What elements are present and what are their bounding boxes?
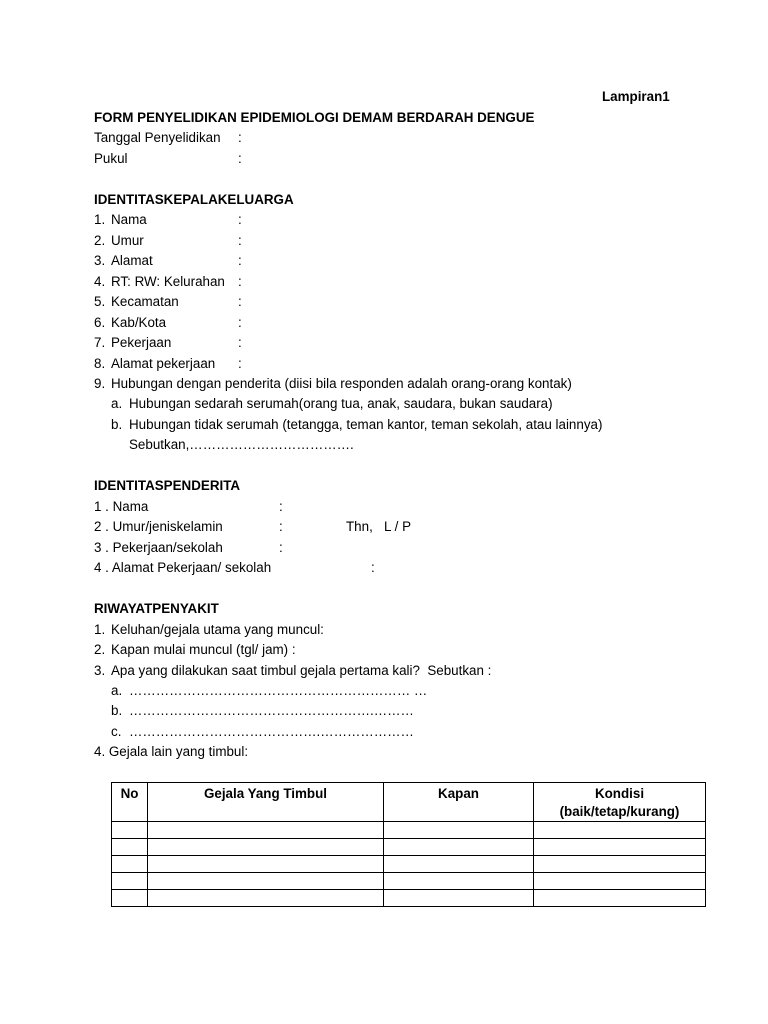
kk-item-num: 6. [94, 315, 106, 330]
riwayat-item-label: Kapan mulai muncul (tgl/ jam) : [111, 642, 296, 657]
penderita-item-colon: : [279, 519, 283, 534]
riwayat-item-num: 1. [94, 622, 106, 637]
cell-no[interactable] [112, 856, 148, 873]
cell-kondisi[interactable] [534, 839, 706, 856]
tanggal-label: Tanggal Penyelidikan [94, 130, 221, 145]
cell-gejala[interactable] [148, 839, 384, 856]
cell-kondisi[interactable] [534, 873, 706, 890]
penderita-item-label: 4 . Alamat Pekerjaan/ sekolah [94, 560, 272, 575]
riwayat-answer-line: …………………………………….………………… [129, 724, 414, 739]
table-row [112, 873, 706, 890]
penderita-heading: IDENTITASPENDERITA [94, 478, 241, 493]
lampiran-label: Lampiran1 [602, 89, 670, 104]
gejala-table [111, 782, 706, 907]
penderita-item-label: 3 . Pekerjaan/sekolah [94, 540, 223, 555]
kk-item9-label: Hubungan dengan penderita (diisi bila responden adalah orang-orang kontak) [111, 376, 572, 391]
riwayat-item-num: 2. [94, 642, 106, 657]
kk-item9-sub-letter: b. [111, 417, 123, 432]
kk-item-label: Kecamatan [111, 294, 179, 309]
col-header-kondisi-line2: (baik/tetap/kurang) [559, 804, 680, 819]
cell-no[interactable] [112, 839, 148, 856]
kk-item9-num: 9. [94, 376, 106, 391]
cell-kondisi[interactable] [534, 822, 706, 839]
cell-kondisi[interactable] [534, 890, 706, 907]
table-row [112, 822, 706, 839]
riwayat-item-num: 3. [94, 663, 106, 678]
col-header-kapan: Kapan [384, 783, 534, 822]
kk-item-label: Alamat pekerjaan [111, 356, 216, 371]
kk-item-colon: : [238, 212, 242, 227]
form-title: FORM PENYELIDIKAN EPIDEMIOLOGI DEMAM BERDARAH DENGUE [94, 110, 535, 125]
cell-kapan[interactable] [384, 890, 534, 907]
riwayat-answer-line: ……………………………………………………… … [129, 683, 428, 698]
riwayat-item-label: Keluhan/gejala utama yang muncul: [111, 622, 324, 637]
pukul-label: Pukul [94, 151, 128, 166]
cell-gejala[interactable] [148, 873, 384, 890]
kk-item-num: 4. [94, 274, 106, 289]
table-header-row [112, 783, 706, 822]
penderita-item-label: 2 . Umur/jeniskelamin [94, 519, 223, 534]
kk-item-num: 8. [94, 356, 106, 371]
kk-item-colon: : [238, 294, 242, 309]
kk-item-num: 2. [94, 233, 106, 248]
cell-no[interactable] [112, 822, 148, 839]
kk-item-num: 5. [94, 294, 106, 309]
col-header-kondisi [534, 783, 706, 822]
riwayat-answer-letter: c. [111, 724, 122, 739]
kk-item9-sebutkan: Sebutkan,………………………………. [129, 437, 354, 452]
kk-item-colon: : [238, 233, 242, 248]
col-header-no: No [112, 783, 148, 822]
riwayat-answer-letter: a. [111, 683, 123, 698]
cell-gejala[interactable] [148, 822, 384, 839]
kk-item-colon: : [238, 335, 242, 350]
kk-item-label: RT: RW: Kelurahan [111, 274, 225, 289]
col-header-kondisi-line1: Kondisi [594, 786, 645, 801]
kk-item-colon: : [238, 356, 242, 371]
riwayat-item4: 4. Gejala lain yang timbul: [94, 744, 249, 759]
kk-item-label: Kab/Kota [111, 315, 167, 330]
penderita-item-colon: : [371, 560, 375, 575]
cell-kapan[interactable] [384, 873, 534, 890]
kk-item9-sub-text: Hubungan tidak serumah (tetangga, teman kantor, teman sekolah, atau lainnya) [129, 417, 603, 432]
kk-item-colon: : [238, 253, 242, 268]
penderita-item-colon: : [279, 540, 283, 555]
riwayat-item-label: Apa yang dilakukan saat timbul gejala pertama kali? Sebutkan : [111, 663, 492, 678]
cell-no[interactable] [112, 890, 148, 907]
kk-item-num: 3. [94, 253, 106, 268]
pukul-colon: : [238, 151, 242, 166]
kk-item-colon: : [238, 315, 242, 330]
table-row [112, 856, 706, 873]
table-row [112, 839, 706, 856]
kk-item-num: 7. [94, 335, 106, 350]
kk-item9-sub-text: Hubungan sedarah serumah(orang tua, anak, saudara, bukan saudara) [129, 396, 553, 411]
kk-item9-sub-letter: a. [111, 396, 123, 411]
kk-item-label: Nama [111, 212, 147, 227]
col-header-gejala: Gejala Yang Timbul [148, 783, 384, 822]
cell-gejala[interactable] [148, 890, 384, 907]
penderita-umur-unit: Thn, L / P [346, 519, 411, 534]
cell-kapan[interactable] [384, 839, 534, 856]
table-row [112, 890, 706, 907]
riwayat-answer-line: ……………………………………………….……… [129, 703, 414, 718]
cell-kapan[interactable] [384, 856, 534, 873]
cell-gejala[interactable] [148, 856, 384, 873]
kepala-keluarga-heading: IDENTITASKEPALAKELUARGA [94, 192, 294, 207]
riwayat-answer-letter: b. [111, 703, 123, 718]
kk-item-label: Umur [111, 233, 144, 248]
riwayat-heading: RIWAYATPENYAKIT [94, 601, 219, 616]
kk-item-colon: : [238, 274, 242, 289]
penderita-item-colon: : [279, 499, 283, 514]
kk-item-num: 1. [94, 212, 106, 227]
kk-item-label: Alamat [111, 253, 153, 268]
cell-kondisi[interactable] [534, 856, 706, 873]
tanggal-colon: : [238, 130, 242, 145]
penderita-item-label: 1 . Nama [94, 499, 149, 514]
kk-item-label: Pekerjaan [111, 335, 172, 350]
cell-no[interactable] [112, 873, 148, 890]
cell-kapan[interactable] [384, 822, 534, 839]
